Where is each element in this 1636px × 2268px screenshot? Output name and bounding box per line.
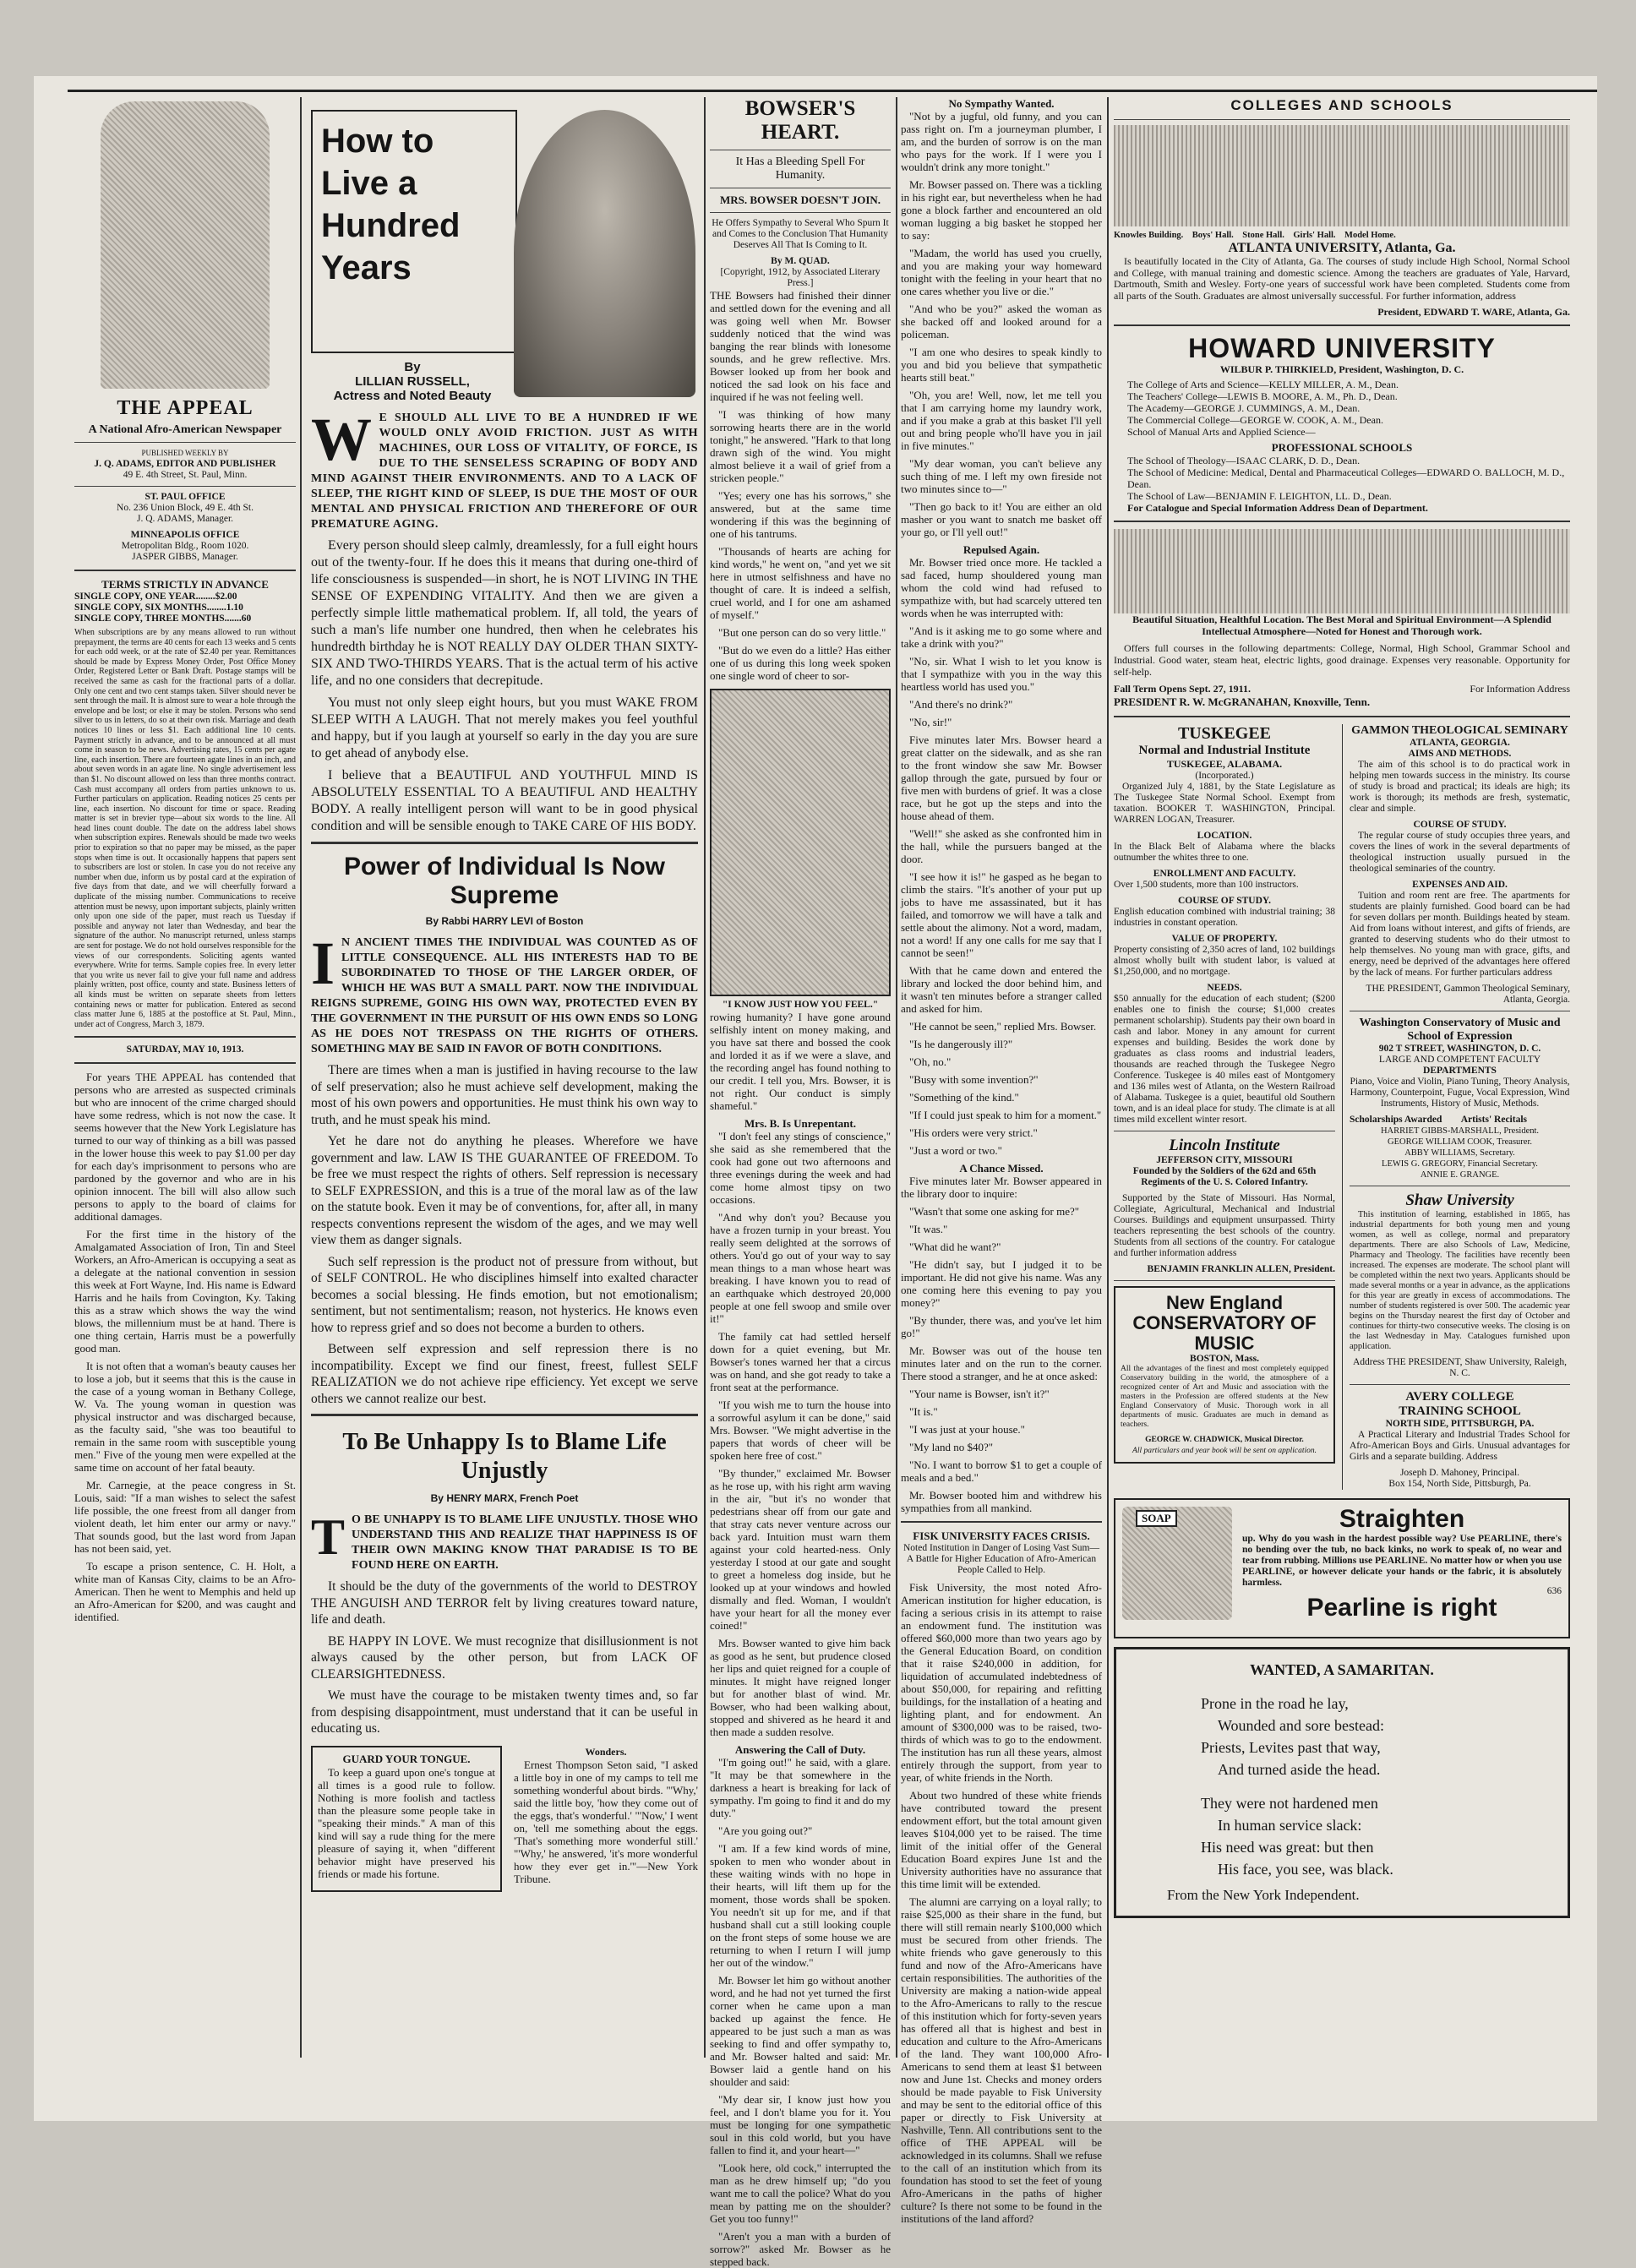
bowser-paragraph: "No, sir!" <box>909 716 952 728</box>
ne-director: GEORGE W. CHADWICK, Musical Director. <box>1145 1436 1304 1444</box>
bowser-paragraph: "I am one who desires to speak kindly to you and bid you believe that sympathetic hearts still beat." <box>901 346 1102 384</box>
tuskegee-section-text: $50 annually for the education of each student; ($200 enables one to finish the course; $1,000 creates permanent scholarship). Students pay their own board in cash and labor. Money in any amount for current expenses and building. Besides the work done by graduates as class rooms and industrial leaders, thousands are reached through the Tuskegee Negro Conference. Tuskegee is 40 miles east of Montgomery and 136 miles west of Atlanta, on the Western Railroad of Alabama. Tuskegee is a quiet, beautiful old Southern town, and is an ideal place for study. The climate is at all times mild excellent winter resort. <box>1114 994 1335 1125</box>
russell-paragraph: You must not only sleep eight hours, but you must WAKE FROM SLEEP WITH A LAUGH. That not merely makes you feel youthful and happy, but if you laugh at yourself so early in the day you are sure to get ahead of anybody else. <box>311 695 698 761</box>
atlanta-text: Is beautifully located in the City of Atlanta, Ga. The courses of study include High School, Normal School and College, with manual training and domestic science. Among the teachers are graduates of Yale, Harvard, Dartmouth, Smith and Wesley. Forty-one years of successful work have been completed. Students come from all parts of the South. Graduates are almost universally successful. For further information, address <box>1114 255 1570 302</box>
st-paul-manager: J. Q. ADAMS, Manager. <box>136 514 234 524</box>
levi-byline: By Rabbi HARRY LEVI of Boston <box>425 915 584 927</box>
bowser-paragraph: Mr. Bowser booted him and withdrew his sympathies from all mankind. <box>901 1489 1102 1514</box>
paper-subtitle: A National Afro-American Newspaper <box>88 423 282 436</box>
top-rule <box>68 90 1597 92</box>
bowser-paragraph: Mr. Bowser let him go without another word, and he had not yet turned the first corner when he came upon a man backed up against the fence. He appeared to be just such a man as was seeking to find and offer sympathy to, and Mr. Bowser halted and said: Mr. Bowser laid a gentle hand on his shoulder and said: <box>710 1974 891 2088</box>
russell-paragraph: I believe that a BEAUTIFUL AND YOUTHFUL MIND IS ABSOLUTELY ESSENTIAL TO A BEAUTIFUL AND HEALTHY BODY. A really intelligent person will want to be in good physical condition and will be sensible enough to TAKE CARE OF HIS BODY. <box>311 768 698 833</box>
avery-sub: TRAINING SCHOOL <box>1399 1404 1521 1418</box>
bowser-paragraph: "I am. If a few kind words of mine, spoken to men who wonder about in these waiting winds with no hope in their hearts, will lift them up for the moment, those words shall be spoken. You needn't sit up for me, and if that husband shall cut a still looking couple on the front steps of some house we are returning to when I return I will jump her out of the window." <box>710 1842 891 1969</box>
gammon-heading: EXPENSES AND AID. <box>1412 880 1508 890</box>
howard-president: WILBUR P. THIRKIELD, President, Washington, D. C. <box>1219 363 1464 375</box>
column-rule <box>300 97 302 2058</box>
bowser-paragraph: "No, sir. What I wish to let you know is that I sympathize with you in the way this heartless world has used you." <box>901 655 1102 693</box>
shaw-address: Address THE PRESIDENT, Shaw University, Raleigh, N. C. <box>1352 1357 1568 1378</box>
bowser-paragraph: Mr. Bowser tried once more. He tackled a sad faced, hump shouldered young man whom the cold wind had refused to sympathize with, but had scarcely uttered ten words when he was interrupted with: <box>901 556 1102 619</box>
levi-paragraph: There are times when a man is justified in having recourse to the law of self preservation; also he must achieve self development, making the most of his own powers and opportunities. He must think his own way to truth, and he must speak his mind. <box>311 1063 698 1127</box>
howard-dept: The College of Arts and Science—KELLY MILLER, A. M., Dean. <box>1127 379 1399 390</box>
poem-line: His face, you see, was black. <box>1218 1861 1393 1878</box>
pearline-tagline: Pearline is right <box>1306 1594 1497 1622</box>
st-paul-office-label: ST. PAUL OFFICE <box>145 492 226 502</box>
bowser-paragraph: "I'm going out!" he said, with a glare. "It may be that somewhere in the darkness a heart is breaking for lack of sympathy. I'm going to find it and do my duty." <box>710 1756 891 1819</box>
howard-prof-title: PROFESSIONAL SCHOOLS <box>1271 441 1413 454</box>
avery-title: AVERY COLLEGE <box>1405 1390 1514 1404</box>
paper-name: THE APPEAL <box>117 397 254 419</box>
poem-line: Wounded and sore bestead: <box>1218 1717 1384 1734</box>
wonders-title: Wonders. <box>585 1745 627 1758</box>
tuskegee-heading: COURSE OF STUDY. <box>1177 896 1272 906</box>
bowser-cartoon-caption: "I KNOW JUST HOW YOU FEEL." <box>722 1000 879 1010</box>
howard-prof: For Catalogue and Special Information Address Dean of Department. <box>1127 502 1428 514</box>
atlanta-caption: Knowles Building. Boys' Hall. Stone Hall. Girls' Hall. Model Home. <box>1114 231 1396 240</box>
ne-note: All particulars and year book will be sent on application. <box>1132 1447 1317 1455</box>
published-label: PUBLISHED WEEKLY BY <box>141 449 229 457</box>
washington-departments-title: DEPARTMENTS <box>1423 1066 1497 1076</box>
gammon-president: THE PRESIDENT, Gammon Theological Seminary, Atlanta, Georgia. <box>1366 984 1570 1005</box>
bowser-paragraph: "And there's no drink?" <box>909 698 1013 711</box>
atlanta-title: ATLANTA UNIVERSITY, Atlanta, Ga. <box>1228 241 1456 255</box>
knox-term: Fall Term Opens Sept. 27, 1911. <box>1114 683 1252 695</box>
editorial-paragraph: It is not often that a woman's beauty causes her to lose a job, but it seems that this is the cause in the case of a young woman in Bethany College, W. Va. The young woman in question was physical instructor and was discharged because, as the faculty said, "she was too beautiful to remain in the same room with susceptible young men." Five of the young men were expelled at the same time on account of her fatal beauty. <box>74 1360 296 1475</box>
tuskegee-heading: VALUE OF PROPERTY. <box>1171 934 1278 944</box>
bowser-paragraph: "Something of the kind." <box>909 1091 1019 1104</box>
tuskegee-title: TUSKEGEE <box>1177 724 1272 743</box>
marx-byline: By HENRY MARX, French Poet <box>430 1492 579 1504</box>
terms-title: TERMS STRICTLY IN ADVANCE <box>101 578 269 591</box>
howard-dept: School of Manual Arts and Applied Science— <box>1127 426 1316 438</box>
masthead-column <box>74 101 296 1628</box>
washington-departments: Piano, Voice and Violin, Piano Tuning, Theory Analysis, Harmony, Counterpoint, Fugue, Vocal Expression, Wind Instruments, History of Music, Methods. <box>1350 1077 1570 1109</box>
bowser-paragraph: "It is." <box>909 1405 938 1418</box>
marx-paragraph: It should be the duty of the governments of the world to DESTROY THE ANGUISH AND TERROR felt by living creatures toward nature, life and death. <box>311 1579 698 1627</box>
ne-title: New England CONSERVATORY OF MUSIC <box>1132 1292 1317 1354</box>
washington-person: ANNIE E. GRANGE. <box>1420 1170 1500 1180</box>
bowser-paragraph: "His orders were very strict." <box>909 1126 1038 1139</box>
bowser-paragraph: "I was thinking of how many sorrowing hearts there are in the world tonight," he answered. "Hark to that long drawn sigh of the wind. You might almost believe it a wail of grief from a stricken people." <box>710 408 891 484</box>
bowser-paragraph: "Madam, the world has used you cruelly, and you are making your way homeward tonight with the feeling in your heart that no one cares whether you live or die." <box>901 247 1102 297</box>
bowser-cartoon <box>710 689 891 996</box>
lincoln-text: Supported by the State of Missouri. Has Normal, Collegiate, Agricultural, Mechanical and Industrial Courses. Buildings and equipment unsurpassed. Thirty teachers representing the best schools of the country. Students from all sections of the country. For catalogue and further information address <box>1114 1193 1335 1258</box>
pearline-ad <box>1114 1498 1570 1638</box>
howard-prof: The School of Theology—ISAAC CLARK, D. D., Dean. <box>1127 455 1361 466</box>
tuskegee-text: Organized July 4, 1881, by the State Legislature as The Tuskegee State Normal School. Exempt from taxation. BOOKER T. WASHINGTON, Principal. WARREN LOGAN, Treasurer. <box>1114 782 1335 825</box>
knoxville-buildings-engraving <box>1114 529 1570 613</box>
lincoln-title: Lincoln Institute <box>1169 1137 1280 1154</box>
poem-source: From the New York Independent. <box>1167 1887 1360 1903</box>
bowser-paragraph: "And is it asking me to go some where and take a drink with you?" <box>901 624 1102 650</box>
bowser-paragraph: "Oh, you are! Well, now, let me tell you that I am carrying home my laundry work, and if you make a grab at this basket I'll yell out and bring people who'll have you in jail in five minutes." <box>901 389 1102 452</box>
avery-box: Box 154, North Side, Pittsburgh, Pa. <box>1388 1479 1531 1489</box>
russell-lead: W E SHOULD ALL LIVE TO BE A HUNDRED IF WE WOULD ONLY AVOID FRICTION. JUST AS WITH MACHINES, OUR LOSS OF VITALITY, OF FORCE, IS DUE TO THE SENSELESS SCRAPING OF BODY AND MIND AGAINST THEIR ENVIRONMENTS. AND TO A LACK OF SLEEP, THE RIGHT KIND OF SLEEP, IS DUE THE MOST OF OUR MENTAL AND PHYSICAL FRICTION AND THEREFORE OF OUR PREMATURE AGING. <box>311 406 698 531</box>
bowser-paragraph: Mrs. Bowser wanted to give him back as good as he sent, but prudence closed her lips and quiet reigned for a couple of minutes. It might have reigned longer but for another blast of wind. Mr. Bowser, who had been walking about, stopped and shivered as he heard it and then made a sudden resolve. <box>710 1637 891 1738</box>
levi-paragraph: Between self expression and self repression there is no incompatibility. Except we find our finest, freest, fullest SELF REALIZATION we do not achieve ripe efficiency. Yet except we serve others we cannot realize our best. <box>311 1342 698 1406</box>
shaw-title: Shaw University <box>1405 1191 1514 1209</box>
marx-paragraph: We must have the courage to be mistaken twenty times and, so far from despising disappointment, must understand that it can be useful in educating us. <box>311 1688 698 1736</box>
washington-person: HARRIET GIBBS-MARSHALL, President. <box>1380 1126 1540 1136</box>
tuskegee-inc: (Incorporated.) <box>1195 771 1254 781</box>
bowser-paragraph: "What did he want?" <box>909 1240 1001 1253</box>
bowser-headline: BOWSER'S HEART. <box>744 97 856 144</box>
fisk-headline: FISK UNIVERSITY FACES CRISIS. <box>913 1529 1090 1542</box>
bowser-paragraph: "Not by a jugful, old funny, and you can pass right on. I'm a journeyman plumber, I am, and the burden of sorrow is on the man who pays for the work. If I were you I wouldn't drink any more tonight." <box>901 110 1102 173</box>
bowser-paragraph: Five minutes later Mr. Bowser appeared in the library door to inquire: <box>901 1175 1102 1200</box>
bowser-paragraph: "And why don't you? Because you have a frozen turnip in your breast. You really seem delighted at the sorrows of others. You'd go out of your way to say mean things to a man whose heart was breaking. I have known you to read of an earthquake which destroyed 20,000 people at one fell swoop and smile over it!" <box>710 1211 891 1325</box>
terms-line: SINGLE COPY, THREE MONTHS.......60 <box>74 613 252 624</box>
poem-line: In human service slack: <box>1218 1817 1362 1834</box>
terms-line: SINGLE COPY, ONE YEAR........$2.00 <box>74 592 237 602</box>
bowser-paragraph: "And who be you?" asked the woman as she backed off and looked around for a policeman. <box>901 303 1102 341</box>
bowser-paragraph: "But do we even do a little? Has either one of us during this long week spoken one single word of cheer to sor- <box>710 644 891 682</box>
gammon-section-text: The regular course of study occupies three years, and covers the lines of work in the several departments of theological instruction usually pursued in the theological seminaries of the country. <box>1350 831 1570 874</box>
bowser-subhead-2: MRS. BOWSER DOESN'T JOIN. <box>719 194 881 206</box>
bowser-paragraph: Five minutes later Mrs. Bowser heard a great clatter on the sidewalk, and as she ran to the front window she saw Mr. Bowser gallop through the gate, pursued by four or five men with burdens of grief. It was a close race, but he got up the steps and into the house ahead of them. <box>901 733 1102 822</box>
bowser-paragraph: "Wasn't that some one asking for me?" <box>909 1205 1080 1218</box>
bowser-paragraph: "If I could just speak to him for a moment." <box>909 1109 1102 1121</box>
bowser-paragraph: "I see how it is!" he gasped as he began to climb the stairs. "It's another of your put up jobs to have me assassinated, but it has failed, and tomorrow we will have a talk and settle about the alimony. Not a word, madam, not a word! If any one calls for me say that I cannot be seen!" <box>901 870 1102 959</box>
bowser-paragraph: "Is he dangerously ill?" <box>909 1038 1013 1050</box>
shaw-text: This institution of learning, established in 1865, has industrial departments for both young men and young women, as well as college, normal and preparatory departments. There are also Schools of Law, Medicine, Pharmacy and Theology. The facilities have recently been increased. The expenses are moderate. The school plant will be completed within the next two years. Applicants should be made several months or a year in advance, as the applications for this year are greatly in excess of accommodations. The number of students registered is over 500. The academic year begins on the Thursday nearest the first day of October and continues for thirty-two consecutive weeks. The closing is on the last Wednesday in May. Catalogues furnished upon application. <box>1350 1210 1570 1351</box>
mpls-office-label: MINNEAPOLIS OFFICE <box>130 530 240 540</box>
pearline-text: up. Why do you wash in the hardest possible way? Use PEARLINE, there's no bending over the tub, no back kinks, no work to speak of, no wear and tear from rubbing. Millions use PEARLINE. No matter how or when you use PEARLINE, or however delicate your hands or the fabric, it is absolutely harmless. <box>1242 1534 1562 1588</box>
column-rule <box>896 97 897 2058</box>
gammon-heading: COURSE OF STUDY. <box>1413 820 1507 830</box>
colleges-header: COLLEGES AND SCHOOLS <box>1230 97 1453 113</box>
guard-tongue-box <box>311 1746 502 1892</box>
russell-author-title: Actress and Noted Beauty <box>333 389 492 403</box>
editorial-paragraph: For the first time in the history of the Amalgamated Association of Iron, Tin and Steel Workers, an Afro-American is occupying a seat as a delegate at the national convention in session this week at Fort Wayne, Ind. His name is Edward Harris and he hails from Covington, Ky. Taking this as a straw which shows the way the wind blows, the millennium must be at hand. There is one thing certain, Harris must be a powerfully good man. <box>74 1228 296 1355</box>
howard-dept: The Commercial College—GEORGE W. COOK, A. M., Dean. <box>1127 414 1383 426</box>
fisk-deck: Noted Institution in Danger of Losing Vast Sum—A Battle for Higher Education of Afro-American People Called to Help. <box>903 1543 1099 1575</box>
bowser-paragraph: "Just a word or two." <box>909 1144 1002 1157</box>
column-rule <box>1107 97 1109 2058</box>
editorial-paragraph: For years THE APPEAL has contended that persons who are arrested as suspected criminals but who are innocent of the crime charged should have some redress, which is not now the case. It seems however that the New York Legislature has turned to our way of thinking as a bill was passed in the lower house this week to pay $1.00 per day for each day's imprisonment to persons who are pardoned by the governor and who are in his opinion innocent. The bill will also allow such persons to apply to the board of claims for additional damages. <box>74 1071 296 1224</box>
washington-faculty: LARGE AND COMPETENT FACULTY <box>1378 1055 1541 1065</box>
bowser-paragraph: THE Bowsers had finished their dinner and settled down for the evening and all was going well when Mr. Bowser suddenly noticed that the wind was banging the rear blinds with lonesome sounds, and he grew reflective. Mrs. Bowser looked up from her book and noticed the sad look on his face and inquired if he was not feeling well. <box>710 289 891 403</box>
levi-paragraph: Such self repression is the product not of pressure from without, but of SELF CONTROL. He who disciplines himself into exalted character becomes a social blessing. He finds emotion, but not emotionalism; sentiment, but not sentimentalism; reason, not hysterics. He knows even how to repress grief and so does not become a burden to others. <box>311 1254 698 1335</box>
fisk-paragraph: About two hundred of these white friends have contributed toward the present endowment effort, but the total amount given leaves $104,000 yet to be raised. The time limit of the initial offer of the General Education Board expires June 1st and the University authorities have no assurance that this time limit will be extended. <box>901 1789 1102 1890</box>
bowser-column-2 <box>901 97 1102 2225</box>
bowser-paragraph: "Busy with some invention?" <box>909 1073 1039 1086</box>
bowser-subheading: Mrs. B. Is Unrepentant. <box>744 1117 856 1130</box>
bowser-paragraph: "By thunder, there was, and you've let him go!" <box>901 1314 1102 1339</box>
bowser-paragraph: "Your name is Bowser, isn't it?" <box>909 1388 1050 1400</box>
publisher-address: 49 E. 4th Street, St. Paul, Minn. <box>123 470 248 480</box>
bowser-subheading: No Sympathy Wanted. <box>948 97 1055 110</box>
bowser-paragraph: "I don't feel any stings of conscience," she said as she remembered that the cook had gone out two afternoons and three evenings during the week and had come home almost tipsy on two occasions. <box>710 1130 891 1206</box>
colleges-column <box>1114 97 1570 2058</box>
ne-place: BOSTON, Mass. <box>1190 1354 1259 1364</box>
washington-conservatory-address: 902 T STREET, WASHINGTON, D. C. <box>1378 1044 1541 1054</box>
samaritan-poem-box <box>1114 1647 1570 1918</box>
bowser-paragraph: "Thousands of hearts are aching for kind words," he went on, "and yet we sit here in utmost selfishness and have no thought of care. It is indeed a selfish, cruel world, and I for one am ashamed of myself." <box>710 545 891 621</box>
howard-title: HOWARD UNIVERSITY <box>1188 333 1496 363</box>
lincoln-place: JEFFERSON CITY, MISSOURI <box>1156 1155 1293 1165</box>
marx-headline: To Be Unhappy Is to Blame Life Unjustly <box>342 1429 667 1484</box>
pearline-title: Straighten <box>1339 1505 1465 1533</box>
russell-paragraph: Every person should sleep calmly, dreamlessly, for a full eight hours out of the twenty-four. If he does this it means that during one-third of life consciousness is suspended—in short, he is NOT LIVING IN THE SENSE OF EXPENDING VITALITY. And then we are given a perfectly simple little mathematical problem. If, all told, the years of such a man's life number one hundred, then when he celebrates his hundredth birthday he is NOT REALLY DAY OLDER THAN SIXTY-SIX AND TWO-THIRDS YEARS. That is the actual term of his active life, and no one considers that decrepitude. <box>311 538 698 688</box>
features-column <box>311 101 698 1892</box>
avery-place: NORTH SIDE, PITTSBURGH, PA. <box>1385 1419 1535 1429</box>
bowser-paragraph: "It was." <box>909 1223 948 1235</box>
issue-date: SATURDAY, MAY 10, 1913. <box>126 1044 244 1055</box>
russell-headline: How to Live a Hundred Years <box>321 123 461 286</box>
tuskegee-section-text: Over 1,500 students, more than 100 instructors. <box>1114 880 1299 890</box>
tuskegee-section-text: English education combined with industrial training; 38 industries in constant operation. <box>1114 907 1335 928</box>
bowser-copyright: [Copyright, 1912, by Associated Literary Press.] <box>720 267 881 288</box>
knox-bold: Beautiful Situation, Healthful Location. The Best Moral and Spiritual Environment—A Splendid Intellectual Atmosphere—Noted for Honest and Thorough work. <box>1132 613 1551 637</box>
bowser-column-1 <box>710 97 891 2268</box>
poem-line: His need was great: but then <box>1201 1839 1374 1856</box>
washington-person: ABBY WILLIAMS, Secretary. <box>1404 1148 1515 1158</box>
atlanta-president: President, EDWARD T. WARE, Atlanta, Ga. <box>1377 306 1570 318</box>
lillian-russell-portrait <box>514 110 695 397</box>
bowser-paragraph: "Look here, old cock," interrupted the man as he drew himself up; "do you want me to call the police? What do you mean by patting me on the shoulder? Get you too funny!" <box>710 2162 891 2225</box>
gammon-section-text: The aim of this school is to do practical work in helping men towards success in the ministry. Its course of study is broad and practical; its ideals are high; its work is thorough; its methods are fresh, systematic, clear and simple. <box>1350 760 1570 814</box>
washington-awards: Scholarships Awarded Artists' Recitals <box>1350 1115 1527 1125</box>
atlanta-buildings-engraving <box>1114 125 1570 226</box>
bowser-paragraph: "No. I want to borrow $1 to get a couple of meals and a bed." <box>901 1458 1102 1484</box>
russell-author: LILLIAN RUSSELL, <box>355 374 470 389</box>
howard-prof: The School of Law—BENJAMIN F. LEIGHTON, LL. D., Dean. <box>1127 490 1392 502</box>
poem-line: And turned aside the head. <box>1218 1761 1381 1778</box>
poem-title: WANTED, A SAMARITAN. <box>1250 1661 1434 1678</box>
fisk-paragraph: Fisk University, the most noted Afro-American institution for higher education, is facing a serious crisis in its attempt to raise an endowment fund. The institution was offered $60,000 more than two years ago by the General Education Board, on condition that it raise $240,000 in addition, for liquidation of accumulated indebtedness of about $50,000, for repairing and refitting buildings, for the installation of a heating and lighting plant, and for endowment. An amount of $300,000 was to be raised, two-thirds of which was to go to the endowment. The institution has run all these years, almost entirely through the support, from year to year, of white friends in the North. <box>901 1581 1102 1784</box>
guard-tongue-title: GUARD YOUR TONGUE. <box>342 1752 471 1765</box>
tuskegee-place: TUSKEGEE, ALABAMA. <box>1166 758 1283 770</box>
poem-line: Priests, Levites past that way, <box>1201 1739 1381 1756</box>
levi-headline: Power of Individual Is Now Supreme <box>343 853 666 909</box>
bowser-subheading: Answering the Call of Duty. <box>734 1743 866 1756</box>
tuskegee-heading: NEEDS. <box>1207 983 1242 993</box>
bowser-paragraph: "My land no $40?" <box>909 1441 994 1453</box>
editorial-paragraph: To escape a prison sentence, C. H. Holt, a white man of Kansas City, claims to be an Afro-American. Then he went to Memphis and held up an Afro-American for $200, and was caught and identified. <box>74 1560 296 1624</box>
howard-dept: The Teachers' College—LEWIS B. MOORE, A. M., Ph. D., Dean. <box>1127 390 1398 402</box>
bowser-paragraph: "Oh, no." <box>909 1055 952 1068</box>
russell-by: By <box>404 360 421 374</box>
washington-conservatory-title: Washington Conservatory of Music and School of Expression <box>1359 1017 1561 1043</box>
gammon-section-text: Tuition and room rent are free. The apartments for students are plainly furnished. Good board can be had for seven dollars per month. Buildings heated by steam. Aid from loans without interest, and gifts of friends, are granted to deserving students who do their utmost to help themselves. No young man with grace, gifts, and energy, need be deprived of the advantages here offered by the lack of means. For further particulars address <box>1350 891 1570 978</box>
bowser-paragraph: "My dear woman, you can't believe any such thing of me. I left my own fireside not two minutes since to—" <box>901 457 1102 495</box>
washington-person: LEWIS G. GREGORY, Financial Secretary. <box>1382 1159 1538 1169</box>
tuskegee-ad <box>1114 724 1335 1490</box>
wonders-text: Ernest Thompson Seton said, "I asked a little boy in one of my camps to tell me something wonderful about birds. "'Why,' said the little boy, 'how they come out of the eggs, that's wonderful.' "'Now,' I went on, 'tell me something about the eggs. 'That's something more wonderful still.' "'Why,' he answered, 'it's more wonderful how they ever get in.'"—New York Tribune. <box>514 1758 698 1885</box>
washington-person: GEORGE WILLIAM COOK, Treasurer. <box>1388 1137 1532 1147</box>
tuskegee-heading: ENROLLMENT AND FACULTY. <box>1153 869 1296 879</box>
bowser-paragraph: "Are you going out?" <box>718 1824 813 1837</box>
howard-dept: The Academy—GEORGE J. CUMMINGS, A. M., Dean. <box>1127 402 1361 414</box>
howard-prof: The School of Medicine: Medical, Dental and Pharmaceutical Colleges—EDWARD O. BALLOCH, M. D., Dean. <box>1127 466 1565 490</box>
bowser-paragraph: "Well!" she asked as she confronted him in the hall, while the pursuers banged at the door. <box>901 827 1102 865</box>
poem-line: Prone in the road he lay, <box>1201 1695 1349 1712</box>
knox-info: For Information Address <box>1470 683 1570 695</box>
soap-label: SOAP <box>1136 1510 1177 1527</box>
tuskegee-section-text: Property consisting of 2,350 acres of land, 102 buildings almost wholly built with student labor, is valued at $1,250,000, and no mortgage. <box>1114 945 1335 977</box>
bowser-paragraph: "But one person can do so very little." <box>718 626 886 639</box>
bowser-subheading: A Chance Missed. <box>959 1162 1044 1175</box>
gammon-ad <box>1350 724 1570 1490</box>
fisk-paragraph: The alumni are carrying on a loyal rally; to raise $25,000 as their share in the fund, but there will still remain nearly $100,000 which must be secured from other friends. The white friends who gave generously to this fund and now of the Afro-Americans have certain responsibilities. The authorities of the University are making a nation-wide appeal to the Afro-Americans to rally to the rescue of this institution which for forty-seven years has offered all that is highest and best in education and culture to the Afro-Americans of the land. They want 100,000 Afro-Americans to send them at least $1 between now and June 1st. Checks and money orders should be made payable to Fisk University and may be sent to the editorial office of this paper or directly to Fisk University at Nashville, Tenn. All contributions sent to the office of THE APPEAL will be acknowledged in its columns. Shall we refuse to the call of an institution which from its foundation has stood to set the feet of young Afro-Americans in the paths of higher culture? Is there not some to be found in the institutions of the land afford? <box>901 1895 1102 2225</box>
marx-paragraph: BE HAPPY IN LOVE. We must recognize that disillusionment is not always caused by the other person, but from LACK OF CLEARSIGHTEDNESS. <box>311 1633 698 1682</box>
st-paul-address: No. 236 Union Block, 49 E. 4th St. <box>117 503 254 513</box>
bowser-paragraph: Mr. Bowser passed on. There was a tickling in his right ear, but nevertheless when he had gone a block farther and encountered an old woman lugging a big basket he stopped her to say: <box>901 178 1102 242</box>
bowser-paragraph: The family cat had settled herself down for a quiet evening, but Mr. Bowser's tones warned her that a circus was on hand, and she got ready to take a front seat at the performance. <box>710 1330 891 1393</box>
bowser-byline: By M. QUAD. <box>771 256 830 266</box>
gammon-heading: AIMS AND METHODS. <box>1408 749 1512 759</box>
levi-lead: I N ANCIENT TIMES THE INDIVIDUAL WAS COUNTED AS OF LITTLE CONSEQUENCE. ALL HIS INTERESTS HAD TO BE SUBORDINATED TO THOSE OF THE LARGER ORDER, OF WHICH HE WAS BUT A SMALL PART. NOW THE INDIVIDUAL REIGNS SUPREME, GOING HIS OWN WAY, PROTECTED EVEN BY THE GOVERNMENT IN THE PURSUIT OF HIS OWN ENDS SO LONG AS HE DOES NOT TRESPASS ON THE RIGHTS OF OTHERS. SOMETHING MAY BE SAID IN FAVOR OF BOTH CONDITIONS. <box>311 930 698 1055</box>
bowser-deck: He Offers Sympathy to Several Who Spurn It and Comes to the Conclusion That Humanity Deserves All That Is Coming to It. <box>712 218 889 250</box>
terms-text: When subscriptions are by any means allowed to run without prepayment, the terms are 40 cents for each 13 weeks and 5 cents for each odd week, or at the rate of $2.40 per year. Remittances should be made by Express Money Order, Post Office Money Order, Registered Letter or Bank Draft. Postage stamps will be received the same as cash for the fractional parts of a dollar. Only one cent and two cent stamps taken. Silver should never be sent through the mail. It is almost sure to wear a hole through the envelope and be lost; or else it may be stolen. Persons who send silver to us in letters, do so at their own risk. Marriage and death notices 10 lines or less $1. Each additional line 10 cents. Payment strictly in advance, and to be announced at all must come in season to be news. Advertising rates, 15 cents per agate line, each insertion. There are fourteen agate lines in an inch, and about seven words in an agate line. No single advertisement less than $1. No discount allowed on less than three months contract. Cash must accompany all orders from parties unknown to us. Further particulars on application. Reading notices 25 cents per line, each insertion. No discount for time or space. Reading matter is set in brevier type—about six words to the line. All head lines count double. The date on the address label shows when subscription expires. Renewals should be made two weeks prior to expiration so that no paper may be missed, as the paper stops when time is out. It occasionally happens that papers sent to subscribers are lost or stolen. In case you do not receive any number when due, inform us by postal card at the expiration of five days from that date, and we will cheerfully forward a duplicate of the missing number. Communications to receive attention must be newsy, upon important subjects, plainly written only upon one side of the paper, must reach us Tuesday if possible and anyway not later than Wednesday, and bear the signature of the author. No manuscript returned, unless stamps are sent for postage. We do not hold ourselves responsible for the views of our correspondents. Soliciting agents wanted everywhere. Write for terms. Sample copies free. In every letter that you write us never fail to give your full name and address plainly written, post office, county and state. Business letters of all kinds must be written on separate sheets from letters containing news or matter for publication. Entered as second class matter June 6, 1885 at the postoffice at St. Paul, Minn., under act of Congress, March 3, 1879. <box>74 628 296 1029</box>
bowser-paragraph: "He didn't say, but I judged it to be important. He did not give his name. Was any one coming here this evening to pay you money?" <box>901 1258 1102 1309</box>
bowser-paragraph: "He cannot be seen," replied Mrs. Bowser. <box>909 1020 1097 1033</box>
column-rule <box>704 97 706 2058</box>
tuskegee-heading: LOCATION. <box>1197 831 1252 841</box>
mpls-address: Metropolitan Bldg., Room 1020. <box>121 541 249 551</box>
bowser-subheading: Repulsed Again. <box>963 543 1040 556</box>
terms-line: SINGLE COPY, SIX MONTHS........1.10 <box>74 602 243 613</box>
new-england-conservatory-ad <box>1114 1286 1335 1464</box>
ne-text: All the advantages of the finest and most completely equipped Conservatory building in the world, the atmosphere of a recognized center of Art and Music and association with the masters in the Profession are offered students at the New England Conservatory of Music. Thorough work in all departments of music. Graduates are much in demand as teachers. <box>1121 1365 1328 1429</box>
wonders-item <box>514 1746 698 1892</box>
appeal-figure-illustration <box>101 101 270 389</box>
avery-contact: Joseph D. Mahoney, Principal. <box>1399 1468 1520 1478</box>
pearline-number: 636 <box>1546 1586 1562 1596</box>
levi-paragraph: Yet he dare not do anything he pleases. Wherefore we have government and law. LAW IS THE GUARANTEE OF FREEDOM. To be free we must respect the rights of others. Self repression is necessary to SELF EXPRESSION, and this is a true of the moral law as of the law on the statute book. Even it may be of conventions, for, after all, in many respects conventions represent the wisdom of the ages, and we may well view them as danger signals. <box>311 1134 698 1247</box>
tuskegee-section-text: In the Black Belt of Alabama where the blacks outnumber the whites three to one. <box>1114 842 1335 863</box>
guard-tongue-text: To keep a guard upon one's tongue at all times is a good rule to follow. Nothing is more foolish and tactless than the pleasure some people take in "speaking their minds." A man of this kind will say a rude thing for the mere pleasure of saying it, when "different behavior might have preserved his friends or made his fortune. <box>318 1765 495 1880</box>
tuskegee-sub: Normal and Industrial Institute <box>1138 744 1311 757</box>
knox-text: Offers full courses in the following departments: College, Normal, High School, Grammar School and Industrial. Good water, steam heat, electric lights, good drainage. Expenses very reasonable. Opportunity for self-help. <box>1114 642 1570 678</box>
bowser-paragraph: "Then go back to it! You are either an old masher or you want to snatch me basket off your go, or I'll yell out!" <box>901 500 1102 538</box>
gammon-title: GAMMON THEOLOGICAL SEMINARY <box>1351 724 1568 737</box>
bowser-paragraph: "My dear sir, I know just how you feel, and I don't blame you for it. You must be longing for one sympathetic soul in this cold world, but you have fallen to find it, and your heart—" <box>710 2093 891 2156</box>
poem-line: They were not hardened men <box>1201 1795 1378 1812</box>
lincoln-president: BENJAMIN FRANKLIN ALLEN, President. <box>1147 1264 1335 1274</box>
gammon-place: ATLANTA, GEORGIA. <box>1410 738 1510 748</box>
bowser-paragraph: "Yes; every one has his sorrows," she answered, but at the same time wondering if this was the beginning of one of his tantrums. <box>710 489 891 540</box>
bowser-paragraph: rowing humanity? I have gone around selfishly intent on money making, and you have sat there and bossed the cook and lorded it as if we were a slave, and the recording angel has found nothing to our credit. I tell you, Mrs. Bowser, it is not right. Our conduct is simply shameful." <box>710 1011 891 1112</box>
bowser-paragraph: Mr. Bowser was out of the house ten minutes later and on the run to the corner. There stood a stranger, and he at once asked: <box>901 1344 1102 1382</box>
mpls-manager: JASPER GIBBS, Manager. <box>132 552 238 562</box>
bowser-paragraph: "I was just at your house." <box>909 1423 1025 1436</box>
marx-lead: T O BE UNHAPPY IS TO BLAME LIFE UNJUSTLY. THOSE WHO UNDERSTAND THIS AND REALIZE THAT HAPPINESS IS OF THEIR OWN MAKING KNOW THAT PARADISE IS TO BE FOUND HERE ON EARTH. <box>311 1509 698 1572</box>
editorial-paragraph: Mr. Carnegie, at the peace congress in St. Louis, said: "If a man wishes to select the safest life possible, the one freest from all danger from violent death, let him enter our army or navy." That sounds good, but the last word from Japan has not been said, yet. <box>74 1479 296 1556</box>
lincoln-founded: Founded by the Soldiers of the 62d and 65th Regiments of the U. S. Colored Infantry. <box>1132 1166 1317 1187</box>
russell-headline-box <box>311 110 517 353</box>
bowser-paragraph: "Aren't you a man with a burden of sorrow?" asked Mr. Bowser as he stepped back. <box>710 2230 891 2268</box>
bowser-paragraph: "By thunder," exclaimed Mr. Bowser as he rose up, with his right arm waving in the air, "but it's no wonder that pedestrians shear off from our gate and that stray cats never venture across our back yard. Intuition must warn them against your cold hearted-ness. Only yesterday I stood at our gate and sought to greet a homeless dog inside, but he looked up at your windows and howled dismally and fled. Woman, I wouldn't have your heart for all the money ever coined!" <box>710 1467 891 1632</box>
publisher: J. Q. ADAMS, EDITOR AND PUBLISHER <box>94 459 276 469</box>
bowser-paragraph: With that he came down and entered the library and locked the door behind him, and it wasn't ten minutes before a stranger called and asked for him. <box>901 964 1102 1015</box>
avery-text: A Practical Literary and Industrial Trades School for Afro-American Boys and Girls. Unusual advantages for Girls and a separate building. Address <box>1350 1430 1570 1462</box>
bowser-subhead: It Has a Bleeding Spell For Humanity. <box>735 155 865 182</box>
bowser-paragraph: "If you wish me to turn the house into a sorrowful asylum it can be done," said Mrs. Bowser. "We might advertise in the papers that words of cheer will be spoken here free of cost." <box>710 1398 891 1462</box>
knox-president: PRESIDENT R. W. McGRANAHAN, Knoxville, Tenn. <box>1114 695 1371 708</box>
